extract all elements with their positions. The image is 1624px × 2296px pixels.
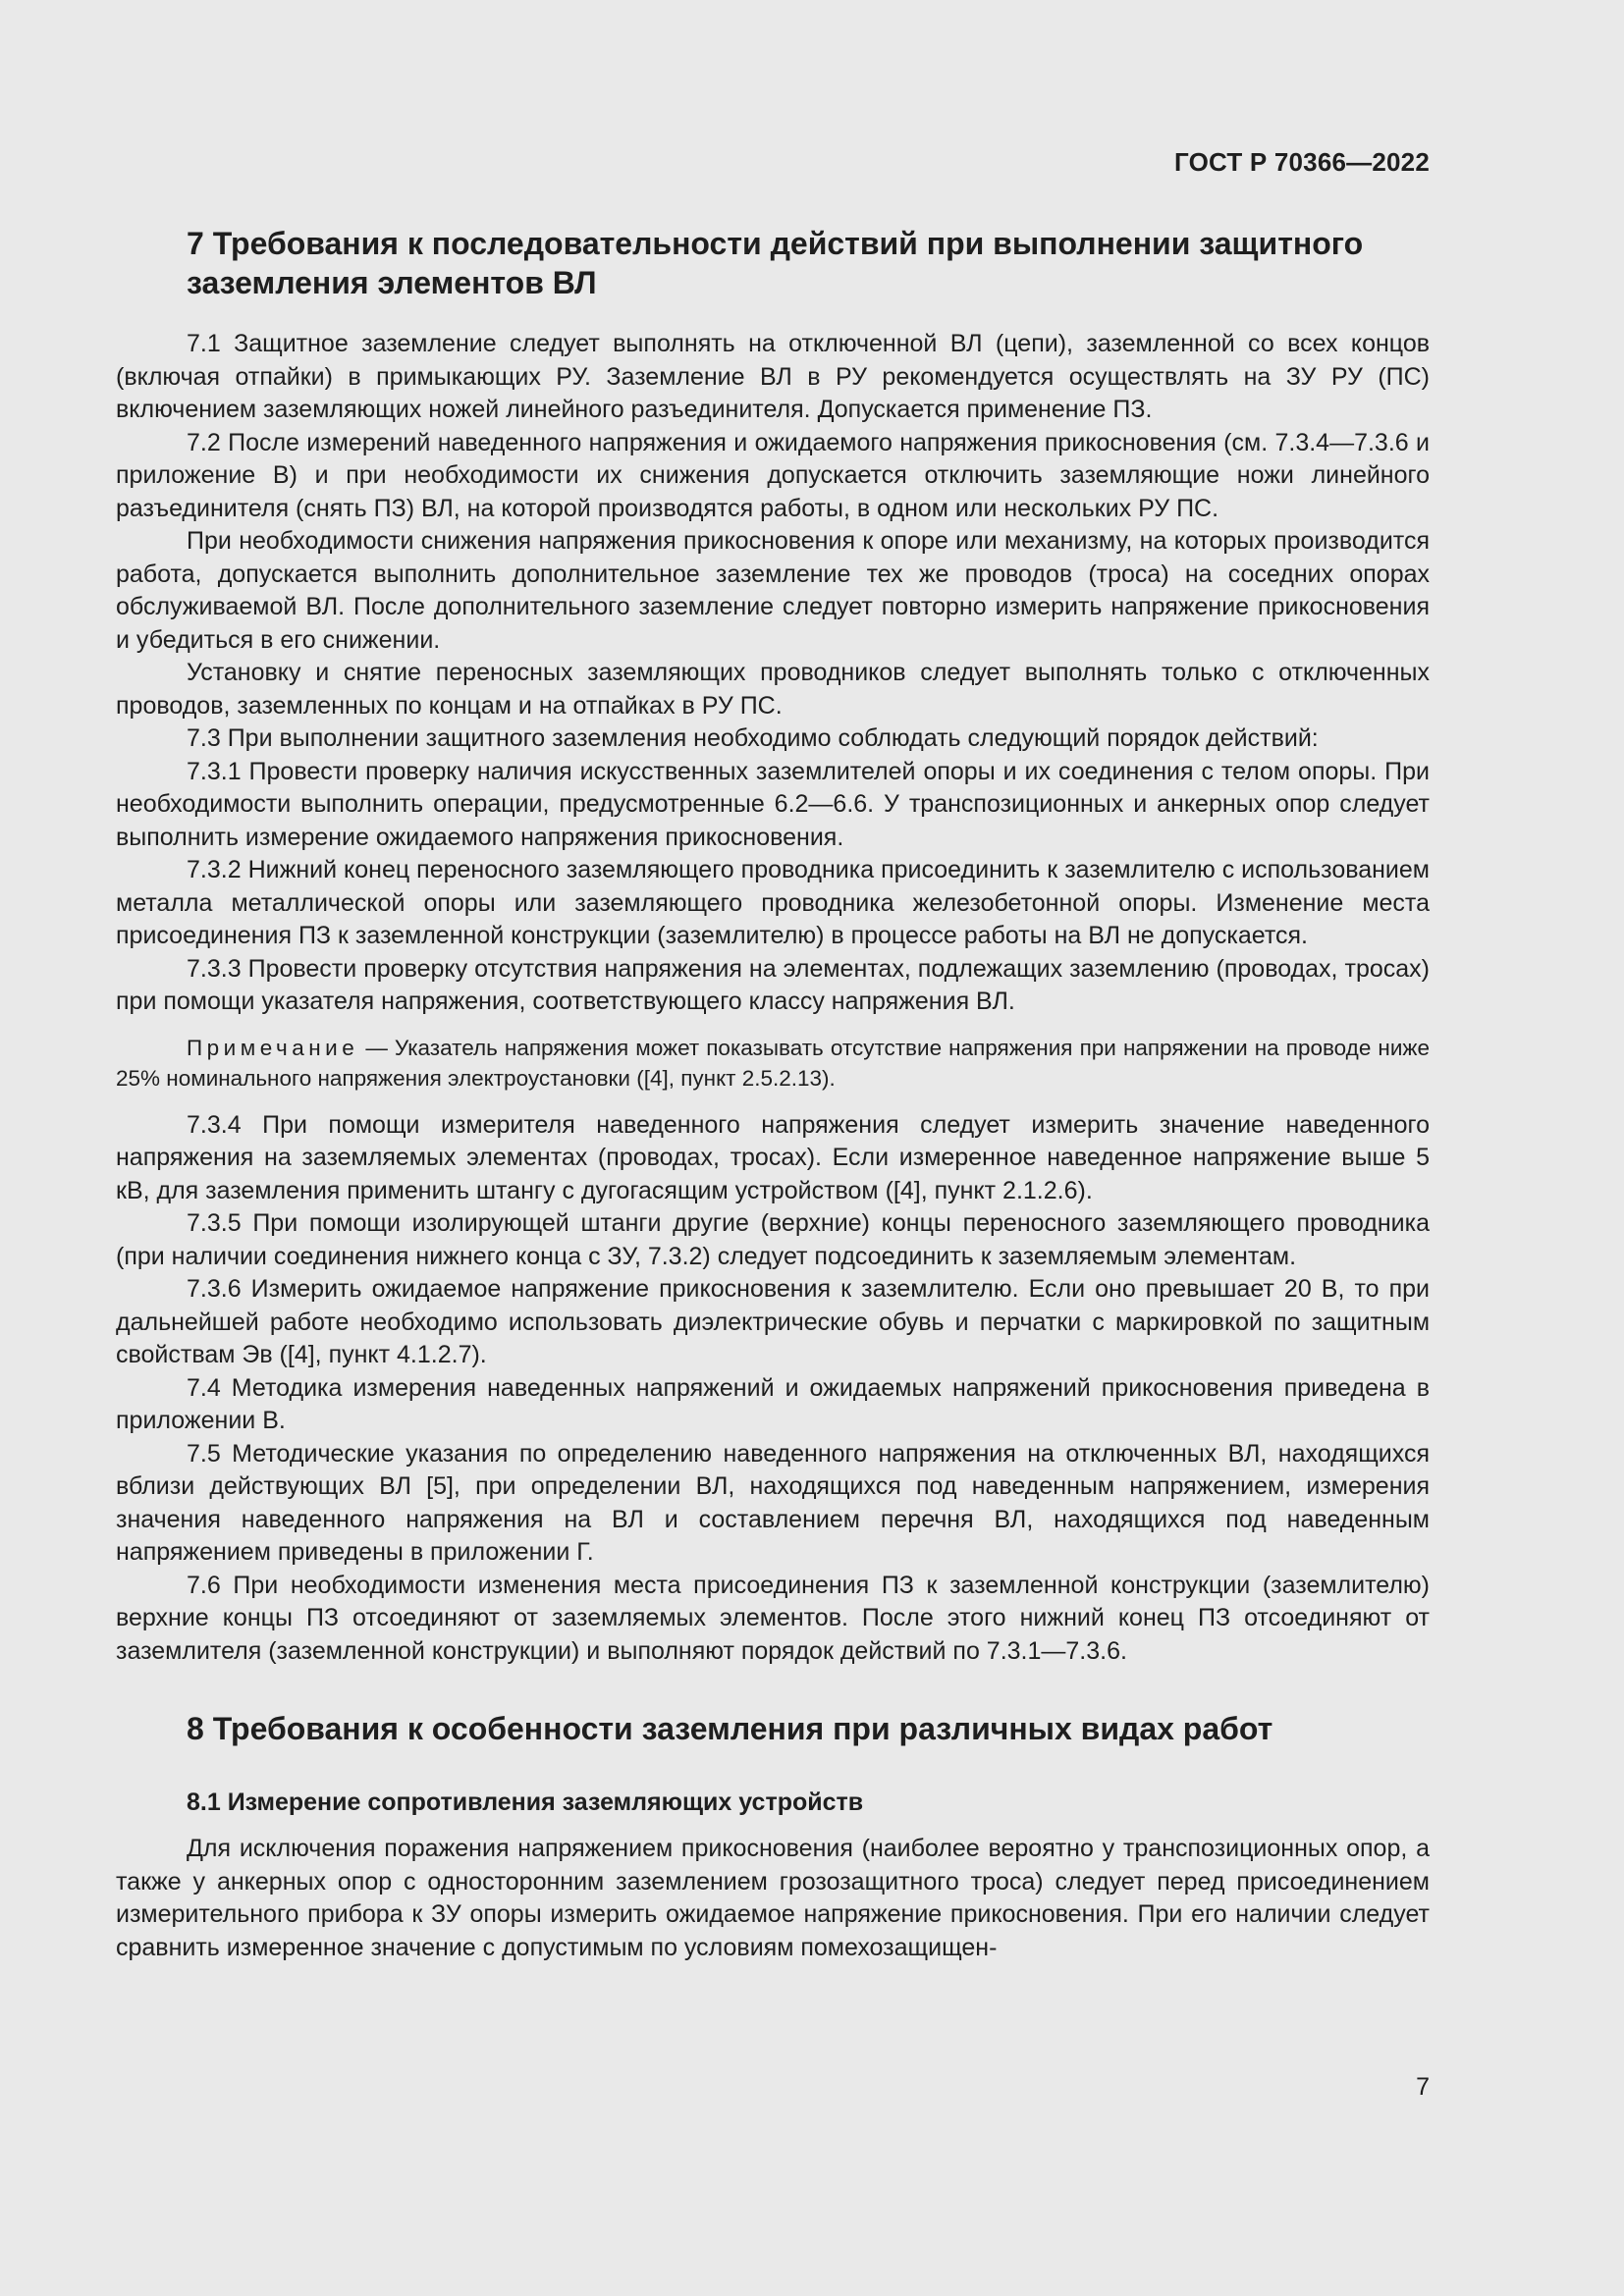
document-body	[116, 224, 1430, 1964]
paragraph-7-5: 7.5 Методические указания по определению наведенного напряжения на отключенных ВЛ, находящихся вблизи действующих ВЛ [5], при определении ВЛ, находящихся под наведенным напряжением, измерения значения наведенного напряжения на ВЛ и составлением перечня ВЛ, находящихся под наведенным напряжением приведены в приложении Г.	[116, 1439, 1430, 1566]
note-text: Указатель напряжения может показывать отсутствие напряжения при напряжении на проводе ниже 25% номинального напряжения электроустановки ([4], пункт 2.5.2.13).	[116, 1035, 1430, 1091]
paragraph-7-3-2: 7.3.2 Нижний конец переносного заземляющего проводника присоединить к заземлителю с использованием металла металлической опоры или заземляющего проводника железобетонной опоры. Изменение места присоединения ПЗ к заземленной конструкции (заземлителю) в процессе работы на ВЛ не допускается.	[116, 856, 1430, 949]
paragraph-installation: Установку и снятие переносных заземляющих проводников следует выполнять только с отключенных проводов, заземленных по концам и на отпайках в РУ ПС.	[116, 659, 1430, 720]
paragraph-7-3-6: 7.3.6 Измерить ожидаемое напряжение прикосновения к заземлителю. Если оно превышает 20 В, то при дальнейшей работе необходимо использовать диэлектрические обувь и перчатки с маркировкой по защитным свойствам Эв ([4], пункт 4.1.2.7).	[116, 1275, 1430, 1368]
paragraph-7-3-1: 7.3.1 Провести проверку наличия искусственных заземлителей опоры и их соединения с телом опоры. При необходимости выполнить операции, предусмотренные 6.2—6.6. У транспозиционных и анкерных опор следует выполнить измерение ожидаемого напряжения прикосновения.	[116, 757, 1430, 851]
paragraph-7-3-5: 7.3.5 При помощи изолирующей штанги другие (верхние) концы переносного заземляющего проводника (при наличии соединения нижнего конца с ЗУ, 7.3.2) следует подсоединить к заземляемым элементам.	[116, 1209, 1430, 1270]
subsection-8-1-title: 8.1 Измерение сопротивления заземляющих устройств	[187, 1789, 864, 1816]
note-dash: —	[358, 1035, 395, 1060]
paragraph-7-3-3: 7.3.3 Провести проверку отсутствия напряжения на элементах, подлежащих заземлению (проводах, тросах) при помощи указателя напряжения, соответствующего классу напряжения ВЛ.	[116, 954, 1430, 1015]
paragraph-7-1: 7.1 Защитное заземление следует выполнять на отключенной ВЛ (цепи), заземленной со всех концов (включая отпайки) в примыкающих РУ. Заземление ВЛ в РУ рекомендуется осуществлять на ЗУ РУ (ПС) включением заземляющих ножей линейного разъединителя. Допускается применение ПЗ.	[116, 330, 1430, 423]
section-7-title: 7 Требования к последовательности действий при выполнении защитного заземления элементов ВЛ	[187, 226, 1364, 300]
paragraph-7-2: 7.2 После измерений наведенного напряжения и ожидаемого напряжения прикосновения (см. 7.3.4—7.3.6 и приложение В) и при необходимости их снижения допускается отключить заземляющие ножи линейного разъединителя (снять ПЗ) ВЛ, на которой производятся работы, в одном или нескольких РУ ПС.	[116, 428, 1430, 522]
paragraph-touch-voltage: При необходимости снижения напряжения прикосновения к опоре или механизму, на которых производится работа, допускается выполнить дополнительное заземление тех же проводов (троса) на соседних опорах обслуживаемой ВЛ. После дополнительного заземление следует повторно измерить напряжение прикосновения и убедиться в его снижении.	[116, 527, 1430, 654]
document-code: ГОСТ Р 70366—2022	[1174, 147, 1430, 177]
note-label: Примечание	[187, 1035, 359, 1060]
note	[116, 1033, 1430, 1094]
section-8-title: 8 Требования к особенности заземления при различных видах работ	[187, 1711, 1273, 1746]
paragraph-7-3: 7.3 При выполнении защитного заземления необходимо соблюдать следующий порядок действий:	[187, 724, 1319, 752]
page-number: 7	[1416, 2073, 1430, 2101]
paragraph-8-1: Для исключения поражения напряжением прикосновения (наиболее вероятно у транспозиционных опор, а также у анкерных опор с односторонним заземлением грозозащитного троса) следует перед присоединением измерительного прибора к ЗУ опоры измерить ожидаемое напряжение прикосновения. При его наличии следует сравнить измеренное значение с допустимым по условиям помехозащищен-	[116, 1835, 1430, 1961]
paragraph-7-6: 7.6 При необходимости изменения места присоединения ПЗ к заземленной конструкции (заземлителю) верхние концы ПЗ отсоединяют от заземляемых элементов. После этого нижний конец ПЗ отсоединяют от заземлителя (заземленной конструкции) и выполняют порядок действий по 7.3.1—7.3.6.	[116, 1571, 1430, 1665]
paragraph-7-3-4: 7.3.4 При помощи измерителя наведенного напряжения следует измерить значение наведенного напряжения на заземляемых элементах (проводах, тросах). Если измеренное наведенное напряжение выше 5 кВ, для заземления применить штангу с дугогасящим устройством ([4], пункт 2.1.2.6).	[116, 1110, 1430, 1204]
paragraph-7-4: 7.4 Методика измерения наведенных напряжений и ожидаемых напряжений прикосновения приведена в приложении В.	[116, 1373, 1430, 1434]
